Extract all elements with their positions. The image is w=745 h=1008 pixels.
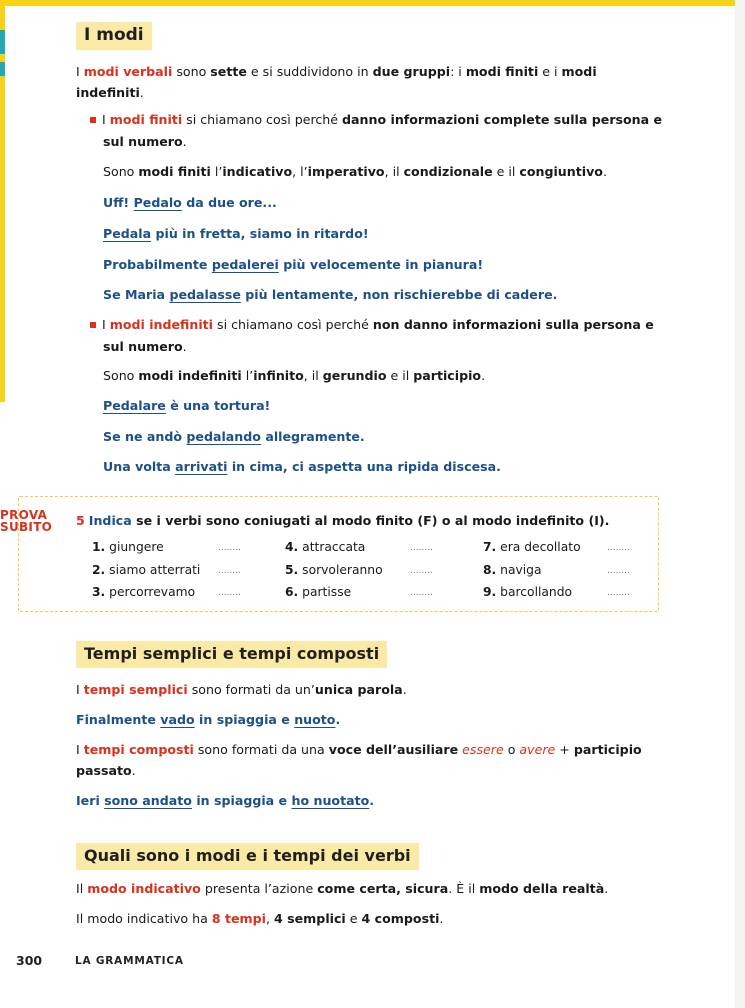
answer-blank[interactable]: ........ (607, 588, 630, 598)
running-footer-label: LA GRAMMATICA (75, 955, 184, 967)
finiti-definition-line-1: I modi finiti si chiamano così perché danno informazioni complete sulla persona e (90, 111, 662, 129)
answer-blank[interactable]: ........ (410, 566, 433, 576)
tempi-composti-definition-line-2: passato. (76, 763, 136, 778)
answer-blank[interactable]: ........ (218, 588, 241, 598)
page-number: 300 (16, 953, 43, 968)
answer-blank[interactable]: ........ (410, 543, 433, 553)
finiti-list: Sono modi finiti l’indicativo, l’imperativo, il condizionale e il congiuntivo. (103, 164, 607, 179)
finiti-example-4: Se Maria pedalasse più lentamente, non rischierebbe di cadere. (103, 287, 558, 302)
finiti-definition-line-2: sul numero. (103, 134, 187, 149)
tempi-semplici-example: Finalmente vado in spiaggia e nuoto. (76, 712, 341, 727)
indefiniti-example-3: Una volta arrivati in cima, ci aspetta una ripida discesa. (103, 459, 501, 474)
indicativo-definition: Il modo indicativo presenta l’azione come certa, sicura. È il modo della realtà. (76, 881, 609, 896)
top-accent-bar (0, 0, 735, 6)
left-accent-bar (0, 0, 5, 402)
intro-line-2: indefiniti. (76, 85, 144, 100)
finiti-example-2: Pedala più in fretta, siamo in ritardo! (103, 226, 369, 241)
tempi-semplici-definition: I tempi semplici sono formati da un’unica parola. (76, 682, 407, 697)
finiti-example-3: Probabilmente pedalerei più velocemente in pianura! (103, 257, 484, 272)
tempi-composti-example: Ieri sono andato in spiaggia e ho nuotato. (76, 793, 375, 808)
exercise-instruction: 5 Indica se i verbi sono coniugati al modo finito (F) o al modo indefinito (I). (76, 513, 610, 528)
left-accent-teal-bottom (0, 62, 5, 76)
bullet-icon (90, 322, 96, 328)
finiti-example-1: Uff! Pedalo da due ore... (103, 195, 277, 210)
exercise-item-6: 6. partisse (285, 585, 352, 599)
exercise-item-8: 8. naviga (483, 563, 542, 577)
exercise-item-4: 4. attraccata (285, 540, 366, 554)
answer-blank[interactable]: ........ (607, 566, 630, 576)
section-title-modi: I modi (76, 22, 152, 50)
intro-line-1: I modi verbali sono sette e si suddividono in due gruppi: i modi finiti e i modi (76, 64, 597, 79)
section-title-tempi: Tempi semplici e tempi composti (76, 641, 387, 668)
prova-subito-label: PROVA SUBITO (0, 508, 53, 534)
indefiniti-list: Sono modi indefiniti l’infinito, il gerundio e il participio. (103, 368, 486, 383)
exercise-item-2: 2. siamo atterrati (92, 563, 201, 577)
left-accent-teal-top (0, 30, 5, 54)
tempi-composti-definition-line-1: I tempi composti sono formati da una voce dell’ausiliare essere o avere + participio (76, 742, 642, 757)
indicativo-tempi: Il modo indicativo ha 8 tempi, 4 semplici e 4 composti. (76, 911, 444, 926)
exercise-item-5: 5. sorvoleranno (285, 563, 383, 577)
exercise-item-1: 1. giungere (92, 540, 164, 554)
indefiniti-example-1: Pedalare è una tortura! (103, 398, 271, 413)
answer-blank[interactable]: ........ (410, 588, 433, 598)
section-title-modi-tempi: Quali sono i modi e i tempi dei verbi (76, 843, 419, 870)
indefiniti-definition-line-2: sul numero. (103, 339, 187, 354)
indefiniti-definition-line-1: I modi indefiniti si chiamano così perché non danno informazioni sulla persona e (90, 316, 654, 334)
answer-blank[interactable]: ........ (607, 543, 630, 553)
indefiniti-example-2: Se ne andò pedalando allegramente. (103, 429, 365, 444)
bullet-icon (90, 117, 96, 123)
exercise-item-3: 3. percorrevamo (92, 585, 196, 599)
answer-blank[interactable]: ........ (218, 566, 241, 576)
exercise-item-7: 7. era decollato (483, 540, 581, 554)
page-edge (735, 0, 745, 1008)
answer-blank[interactable]: ........ (218, 543, 241, 553)
exercise-item-9: 9. barcollando (483, 585, 573, 599)
